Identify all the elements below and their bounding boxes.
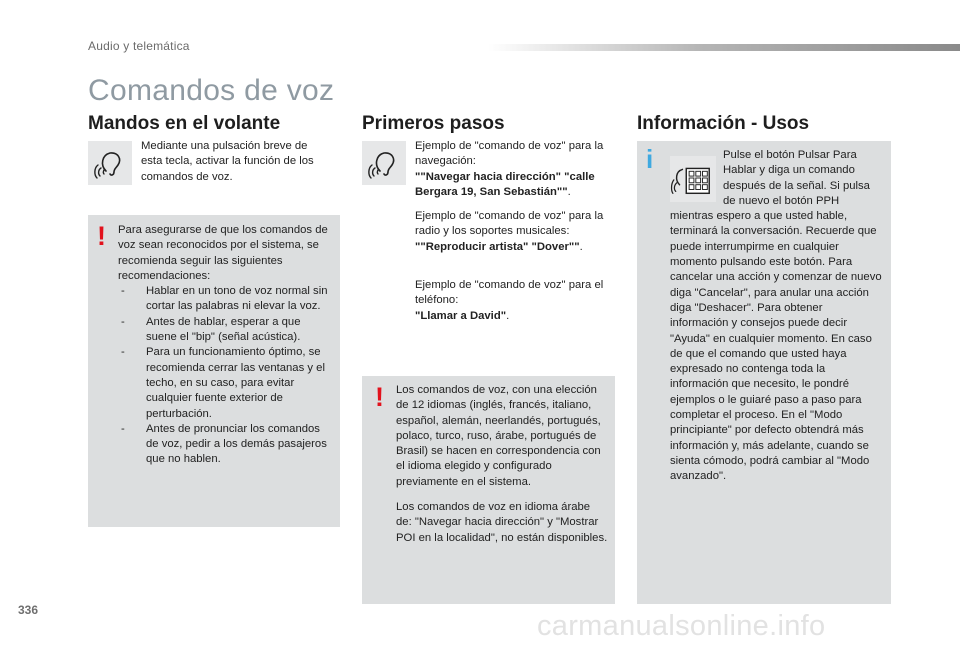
usage-text (670, 148, 882, 485)
heading-primeros-pasos: Primeros pasos (362, 113, 505, 134)
section-label: Audio y telemática (88, 39, 190, 53)
example-phone-text: Ejemplo de "comando de voz" para el teléfono: (415, 279, 604, 307)
recommendations-text (118, 223, 332, 468)
list-item: - Para un funcionamiento óptimo, se recomienda cerrar las ventanas y el techo, en su caso, para evitar cualquier fuente exterior de perturbación. (118, 345, 332, 421)
info-panel (637, 141, 891, 604)
voice-command-icon (362, 141, 406, 185)
example-navigation (415, 139, 619, 200)
example-radio (415, 209, 619, 255)
recommendations-list (118, 284, 332, 468)
warning-exclamation-icon: ! (97, 221, 106, 251)
page-title: Comandos de voz (88, 74, 335, 107)
list-item: - Antes de hablar, esperar a que suene el "bip" (señal acústica). (118, 315, 332, 346)
arabic-paragraph: Los comandos de voz en idioma árabe de: "Navegar hacia dirección" y "Mostrar POI en la localidad", no están disponibles. (396, 501, 608, 544)
example-radio-text: Ejemplo de "comando de voz" para la radio y los soportes musicales: (415, 210, 604, 238)
warning-panel-languages (362, 376, 615, 604)
heading-informacion-usos: Información - Usos (637, 113, 810, 134)
header-bar (488, 44, 960, 51)
example-navigation-text: Ejemplo de "comando de voz" para la navegación: (415, 140, 604, 168)
warning-exclamation-icon: ! (375, 382, 384, 412)
period: . (567, 185, 571, 198)
list-item: - Hablar en un tono de voz normal sin cortar las palabras ni elevar la voz. (118, 284, 332, 315)
example-radio-command: ""Reproducir artista" "Dover"" (415, 240, 580, 253)
list-item: - Antes de pronunciar los comandos de voz, pedir a los demás pasajeros que no hablen. (118, 422, 332, 468)
watermark: carmanualsonline.info (537, 610, 826, 642)
info-icon: i (646, 144, 654, 174)
languages-paragraph: Los comandos de voz, con una elección de 12 idiomas (inglés, francés, italiano, español, alemán, neerlandés, portugués, polaco, turco, ruso, árabe, portugués de Brasil) se hacen en correspondencia con el idioma elegido y configurado previamente en el sistema. (396, 384, 601, 488)
page-number: 336 (18, 603, 39, 617)
intro-text: Mediante una pulsación breve de esta tecla, activar la función de los comandos de voz. (141, 140, 314, 183)
warning-panel-recommendations (88, 215, 340, 527)
period: . (579, 240, 583, 253)
example-phone (415, 278, 607, 324)
recommendations-lead: Para asegurarse de que los comandos de voz sean reconocidos por el sistema, se recomienda seguir las siguientes recomendaciones: (118, 224, 328, 282)
voice-command-steering-icon (88, 141, 132, 185)
period: . (506, 309, 510, 322)
languages-text (396, 383, 608, 546)
example-phone-command: "Llamar a David" (415, 309, 507, 322)
heading-mandos-volante: Mandos en el volante (88, 113, 281, 134)
icon-spacer (670, 148, 723, 209)
usage-paragraph: Pulse el botón Pulsar Para Hablar y diga un comando después de la señal. Si pulsa de nuevo el botón PPH mientras espero a que usted hable, terminará la conversación. Recuerde que puede interrumpirme en cualquier momento pulsando este botón. Para cancelar una acción y comenzar de nuevo diga "Cancelar", para anular una acción diga "Deshacer". Para obtener información y consejos puede decir "Ayuda" en cualquier momento. En caso de que el comando que usted haya expresado no contenga toda la información que necesito, le pondré ejemplos o le guiaré paso a paso para completar el proceso. En el "Modo principiante" por defecto obtendrá más información y, más adelante, cuando se sienta cómodo, podrá cambiar al "Modo avanzado". (670, 149, 882, 483)
example-navigation-command: ""Navegar hacia dirección" "calle Bergara 19, San Sebastián"" (415, 170, 595, 198)
